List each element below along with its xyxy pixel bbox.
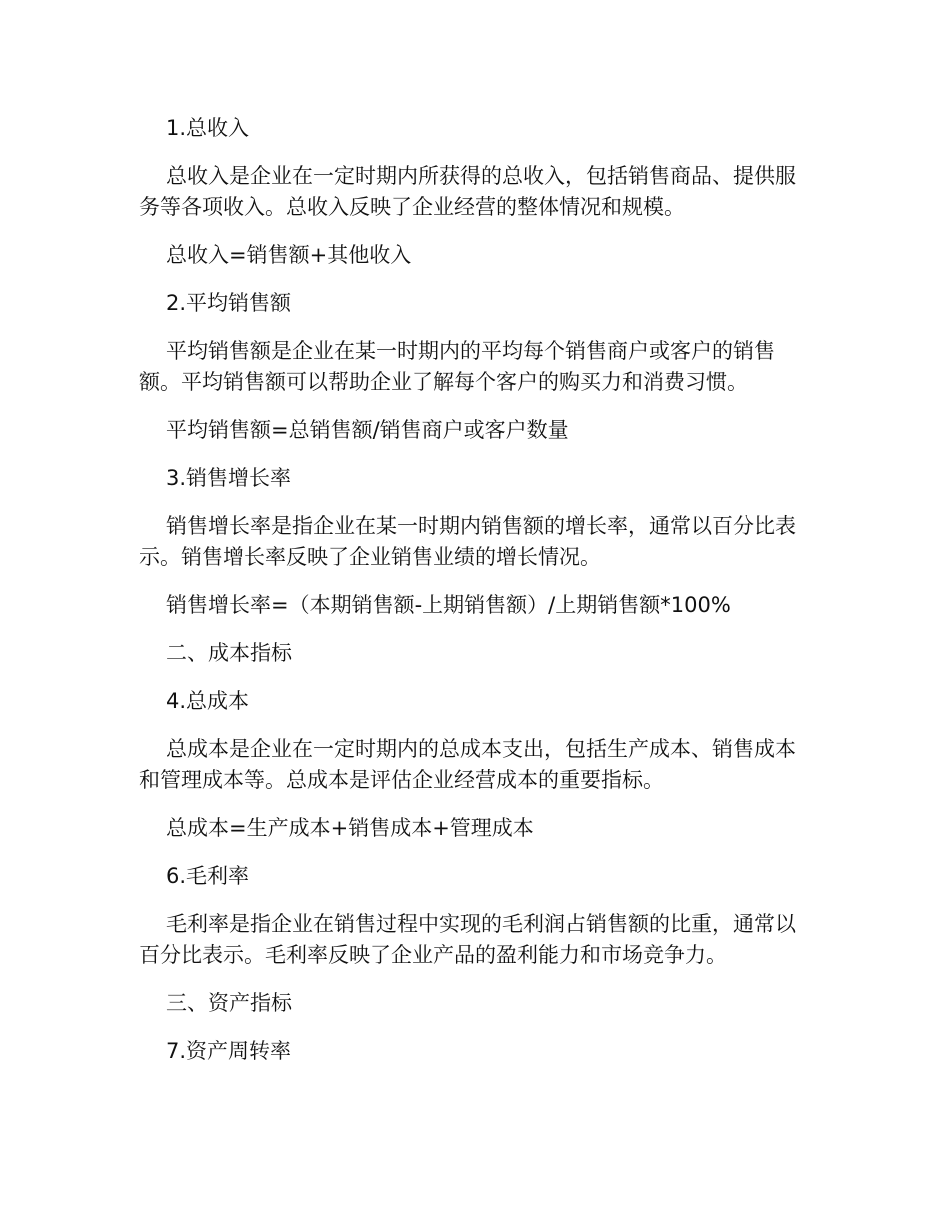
heading-gross-margin: 6.毛利率: [166, 864, 250, 888]
heading-sales-growth-rate: 3.销售增长率: [166, 466, 292, 490]
formula-average-sales: 平均销售额=总销售额/销售商户或客户数量: [166, 418, 569, 442]
formula-total-revenue: 总收入=销售额+其他收入: [166, 243, 412, 267]
paragraph-total-revenue-description: 总收入是企业在一定时期内所获得的总收入，包括销售商品、提供服务等各项收入。总收入反映了企业经营的整体情况和规模。: [139, 164, 796, 219]
heading-asset-turnover: 7.资产周转率: [166, 1039, 292, 1063]
section-heading-cost-indicators: 二、成本指标: [166, 641, 292, 665]
formula-sales-growth-rate: 销售增长率=（本期销售额-上期销售额）/上期销售额*100%: [166, 593, 731, 617]
section-heading-asset-indicators: 三、资产指标: [166, 991, 292, 1015]
paragraph-gross-margin-description: 毛利率是指企业在销售过程中实现的毛利润占销售额的比重，通常以百分比表示。毛利率反映了企业产品的盈利能力和市场竞争力。: [139, 912, 796, 967]
paragraph-total-cost-description: 总成本是企业在一定时期内的总成本支出，包括生产成本、销售成本和管理成本等。总成本是评估企业经营成本的重要指标。: [139, 737, 796, 792]
heading-total-revenue: 1.总收入: [166, 116, 250, 140]
formula-total-cost: 总成本=生产成本+销售成本+管理成本: [166, 816, 534, 840]
paragraph-average-sales-description: 平均销售额是企业在某一时期内的平均每个销售商户或客户的销售额。平均销售额可以帮助企业了解每个客户的购买力和消费习惯。: [139, 339, 775, 394]
heading-average-sales: 2.平均销售额: [166, 291, 292, 315]
paragraph-sales-growth-rate-description: 销售增长率是指企业在某一时期内销售额的增长率，通常以百分比表示。销售增长率反映了企业销售业绩的增长情况。: [139, 514, 796, 569]
heading-total-cost: 4.总成本: [166, 689, 250, 713]
document-body: [139, 113, 799, 1084]
